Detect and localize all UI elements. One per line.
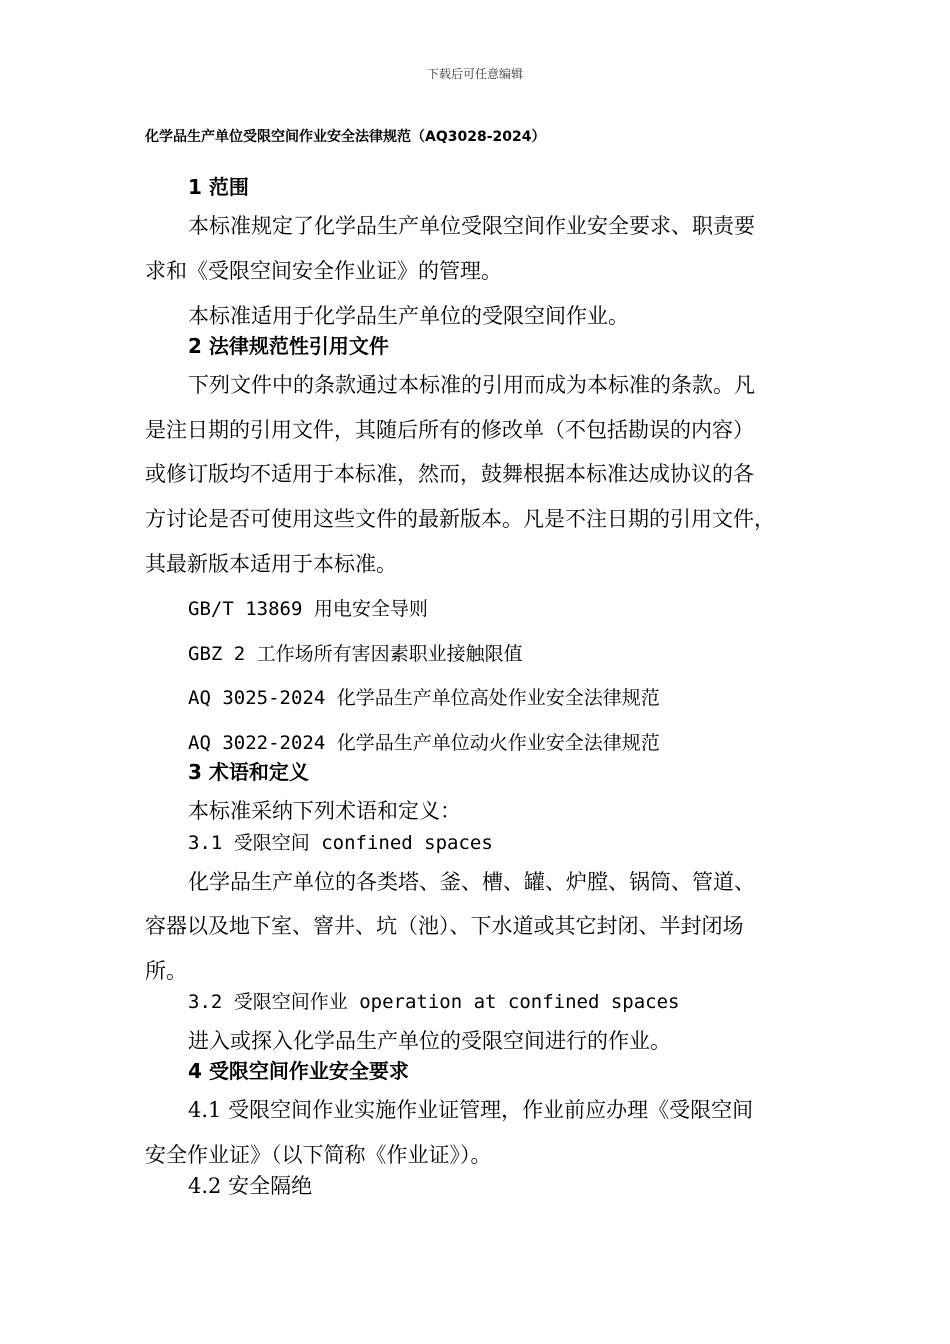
section-4-heading: 4 受限空间作业安全要求 [188,1059,409,1083]
term-1-definition-line-2: 容器以及地下室、窨井、坑（池）、下水道或其它封闭、半封闭场 [145,914,744,938]
section-1-paragraph-1-line-1: 本标准规定了化学品生产单位受限空间作业安全要求、职责要 [188,214,755,238]
section-3-heading: 3 术语和定义 [188,760,309,784]
section-1-paragraph-1-line-2: 求和《受限空间安全作业证》的管理。 [145,259,502,283]
reference-item: AQ 3022-2024 化学品生产单位动火作业安全法律规范 [188,732,660,754]
reference-item: GB/T 13869 用电安全导则 [188,598,428,620]
section-2-heading: 2 法律规范性引用文件 [188,334,389,358]
term-1-heading: 3.1 受限空间 confined spaces [188,832,493,854]
item-4-2-heading: 4.2 安全隔绝 [188,1174,313,1198]
item-4-1-line-2: 安全作业证》（以下简称《作业证》）。 [145,1143,492,1167]
section-1-heading: 1 范围 [188,175,249,199]
document-title: 化学品生产单位受限空间作业安全法律规范（AQ3028-2024） [145,129,546,145]
reference-item: AQ 3025-2024 化学品生产单位高处作业安全法律规范 [188,687,660,709]
section-2-paragraph-line-1: 下列文件中的条款通过本标准的引用而成为本标准的条款。凡 [188,373,755,397]
term-1-definition-line-3: 所。 [145,959,187,983]
reference-item: GBZ 2 工作场所有害因素职业接触限值 [188,643,523,665]
item-4-1-line-1: 4.1 受限空间作业实施作业证管理，作业前应办理《受限空间 [188,1098,754,1122]
page-header-note: 下载后可任意编辑 [426,67,523,81]
section-2-paragraph-line-5: 其最新版本适用于本标准。 [145,552,397,576]
section-2-paragraph-line-4: 方讨论是否可使用这些文件的最新版本。凡是不注日期的引用文件， [145,507,775,531]
section-2-paragraph-line-3: 或修订版均不适用于本标准，然而，鼓舞根据本标准达成协议的各 [145,462,754,486]
section-1-paragraph-2: 本标准适用于化学品生产单位的受限空间作业。 [188,304,629,328]
term-2-heading: 3.2 受限空间作业 operation at confined spaces [188,991,680,1013]
term-2-definition: 进入或探入化学品生产单位的受限空间进行的作业。 [188,1029,671,1053]
section-3-intro: 本标准采纳下列术语和定义： [188,799,461,823]
section-2-paragraph-line-2: 是注日期的引用文件，其随后所有的修改单（不包括勘误的内容） [145,418,754,442]
term-1-definition-line-1: 化学品生产单位的各类塔、釜、槽、罐、炉膛、锅筒、管道、 [188,870,755,894]
